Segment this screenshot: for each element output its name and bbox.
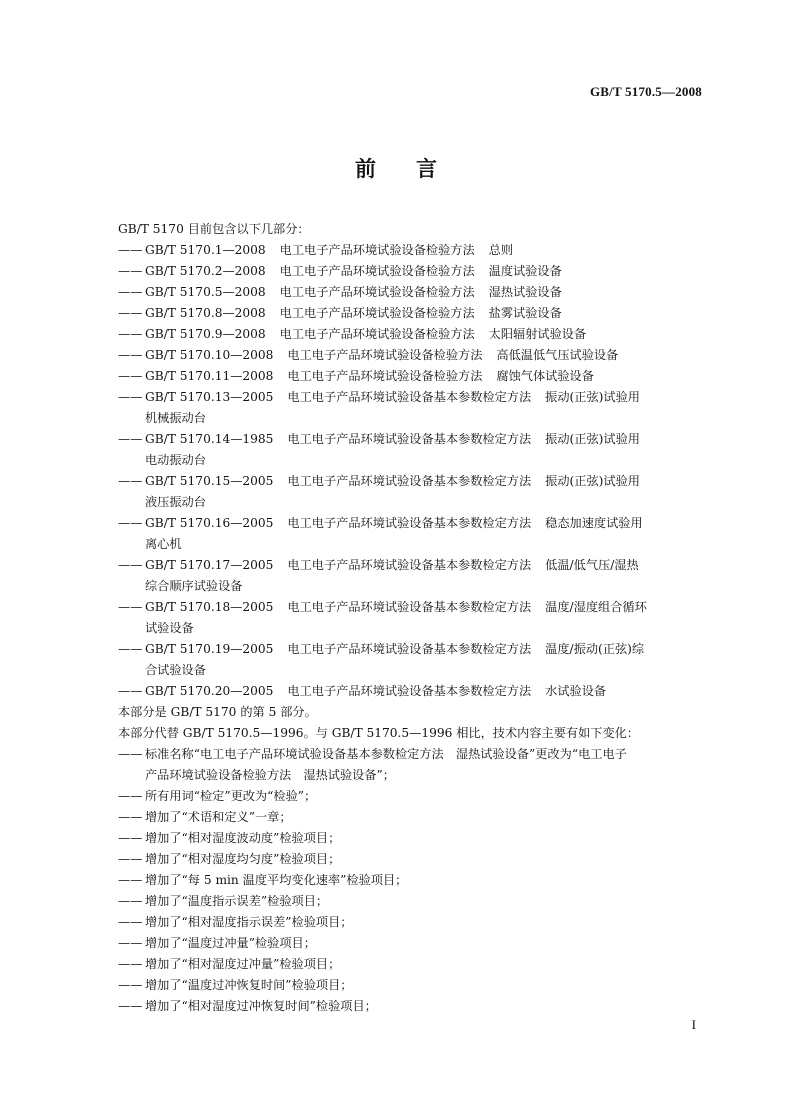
part-code: GB/T 5170.19—2005 — [145, 642, 274, 656]
dash-mark: —— — [118, 894, 143, 908]
change-item — [118, 891, 706, 912]
part-continuation: 合试验设备 — [145, 663, 206, 677]
change-text: 增加了“相对湿度指示误差”检验项目； — [145, 915, 353, 929]
part-subject: 稳态加速度试验用 — [545, 516, 643, 530]
parts-list — [118, 240, 706, 702]
part-subject: 总则 — [488, 243, 514, 257]
part-code: GB/T 5170.14—1985 — [145, 432, 274, 446]
part-item — [118, 429, 706, 450]
dash-mark: —— — [118, 264, 143, 278]
dash-mark: —— — [118, 978, 143, 992]
dash-mark: —— — [118, 369, 143, 383]
changes-list — [118, 744, 706, 1017]
change-text: 增加了“术语和定义”一章； — [145, 810, 292, 824]
change-text: 增加了“相对湿度过冲恢复时间”检验项目； — [145, 999, 377, 1013]
part-name: 电工电子产品环境试验设备检验方法 — [279, 327, 475, 341]
dash-mark: —— — [118, 810, 143, 824]
part-item — [118, 555, 706, 576]
part-code: GB/T 5170.17—2005 — [145, 558, 274, 572]
part-subject: 高低温低气压试验设备 — [496, 348, 619, 362]
part-item — [118, 513, 706, 534]
dash-mark: —— — [118, 243, 143, 257]
part-item — [118, 240, 706, 261]
dash-mark: —— — [118, 936, 143, 950]
change-item — [118, 912, 706, 933]
part-item — [118, 303, 706, 324]
change-text: 标准名称“电工电子产品环境试验设备基本参数检定方法 湿热试验设备”更改为“电工电子 — [145, 747, 627, 761]
part-subject: 温度/振动(正弦)综 — [545, 642, 645, 656]
part-item — [118, 681, 706, 702]
change-text: 增加了“温度指示误差”检验项目； — [145, 894, 329, 908]
dash-mark: —— — [118, 642, 143, 656]
change-item — [118, 849, 706, 870]
dash-mark: —— — [118, 306, 143, 320]
part-subject: 温度/湿度组合循环 — [545, 600, 647, 614]
part-name: 电工电子产品环境试验设备检验方法 — [279, 306, 475, 320]
change-item — [118, 975, 706, 996]
part-name: 电工电子产品环境试验设备检验方法 — [279, 243, 475, 257]
part-code: GB/T 5170.1—2008 — [145, 243, 266, 257]
intro-paragraph: GB/T 5170 目前包含以下几部分： — [118, 222, 310, 236]
dash-mark: —— — [118, 474, 143, 488]
part-continuation: 综合顺序试验设备 — [145, 579, 243, 593]
change-item — [118, 870, 706, 891]
change-item — [118, 954, 706, 975]
dash-mark: —— — [118, 957, 143, 971]
change-item — [118, 828, 706, 849]
dash-mark: —— — [118, 789, 143, 803]
part-code: GB/T 5170.10—2008 — [145, 348, 274, 362]
dash-mark: —— — [118, 747, 143, 761]
part-code: GB/T 5170.15—2005 — [145, 474, 274, 488]
dash-mark: —— — [118, 285, 143, 299]
part-subject: 振动(正弦)试验用 — [545, 474, 640, 488]
change-text: 增加了“温度过冲量”检验项目； — [145, 936, 316, 950]
part-subject: 振动(正弦)试验用 — [545, 390, 640, 404]
change-item — [118, 933, 706, 954]
part-code: GB/T 5170.13—2005 — [145, 390, 274, 404]
part-item — [118, 282, 706, 303]
part-item — [118, 324, 706, 345]
dash-mark: —— — [118, 390, 143, 404]
change-item — [118, 786, 706, 807]
part-name: 电工电子产品环境试验设备基本参数检定方法 — [287, 474, 532, 488]
part-continuation: 试验设备 — [145, 621, 194, 635]
part-name: 电工电子产品环境试验设备检验方法 — [279, 264, 475, 278]
part-name: 电工电子产品环境试验设备基本参数检定方法 — [287, 642, 532, 656]
part-continuation: 离心机 — [145, 537, 182, 551]
part-code: GB/T 5170.11—2008 — [145, 369, 274, 383]
dash-mark: —— — [118, 432, 143, 446]
dash-mark: —— — [118, 348, 143, 362]
part-subject: 湿热试验设备 — [488, 285, 562, 299]
part-code: GB/T 5170.18—2005 — [145, 600, 274, 614]
page-number: I — [691, 1017, 696, 1032]
part-name: 电工电子产品环境试验设备检验方法 — [279, 285, 475, 299]
dash-mark: —— — [118, 831, 143, 845]
change-item — [118, 744, 706, 765]
part-name: 电工电子产品环境试验设备检验方法 — [287, 369, 483, 383]
part-name: 电工电子产品环境试验设备基本参数检定方法 — [287, 684, 532, 698]
statement-part: 本部分是 GB/T 5170 的第 5 部分。 — [118, 705, 317, 719]
part-subject: 盐雾试验设备 — [488, 306, 562, 320]
dash-mark: —— — [118, 999, 143, 1013]
part-item — [118, 471, 706, 492]
part-continuation: 电动振动台 — [145, 453, 206, 467]
change-text: 增加了“相对湿度均匀度”检验项目； — [145, 852, 341, 866]
part-code: GB/T 5170.8—2008 — [145, 306, 266, 320]
change-text: 增加了“相对湿度波动度”检验项目； — [145, 831, 341, 845]
dash-mark: —— — [118, 558, 143, 572]
dash-mark: —— — [118, 684, 143, 698]
change-item — [118, 996, 706, 1017]
part-name: 电工电子产品环境试验设备检验方法 — [287, 348, 483, 362]
dash-mark: —— — [118, 873, 143, 887]
part-name: 电工电子产品环境试验设备基本参数检定方法 — [287, 432, 532, 446]
part-subject: 腐蚀气体试验设备 — [496, 369, 594, 383]
standard-code-header: GB/T 5170.5—2008 — [589, 84, 702, 99]
part-subject: 水试验设备 — [545, 684, 607, 698]
document-body — [118, 219, 706, 1017]
change-text: 增加了“温度过冲恢复时间”检验项目； — [145, 978, 353, 992]
part-item — [118, 261, 706, 282]
statement-replace: 本部分代替 GB/T 5170.5—1996。与 GB/T 5170.5—1996 相比，技术内容主要有如下变化： — [118, 726, 640, 740]
part-subject: 太阳辐射试验设备 — [488, 327, 587, 341]
dash-mark: —— — [118, 852, 143, 866]
part-subject: 低温/低气压/湿热 — [545, 558, 639, 572]
dash-mark: —— — [118, 516, 143, 530]
part-code: GB/T 5170.2—2008 — [145, 264, 266, 278]
dash-mark: —— — [118, 327, 143, 341]
change-continuation: 产品环境试验设备检验方法 湿热试验设备”； — [145, 768, 395, 782]
part-name: 电工电子产品环境试验设备基本参数检定方法 — [287, 390, 532, 404]
part-subject: 温度试验设备 — [488, 264, 562, 278]
part-item — [118, 366, 706, 387]
part-name: 电工电子产品环境试验设备基本参数检定方法 — [287, 516, 532, 530]
part-code: GB/T 5170.20—2005 — [145, 684, 274, 698]
part-continuation: 机械振动台 — [145, 411, 206, 425]
part-subject: 振动(正弦)试验用 — [545, 432, 640, 446]
part-item — [118, 639, 706, 660]
part-item — [118, 387, 706, 408]
part-continuation: 液压振动台 — [145, 495, 206, 509]
dash-mark: —— — [118, 915, 143, 929]
part-name: 电工电子产品环境试验设备基本参数检定方法 — [287, 558, 532, 572]
part-item — [118, 345, 706, 366]
part-name: 电工电子产品环境试验设备基本参数检定方法 — [287, 600, 532, 614]
change-text: 增加了“每 5 min 温度平均变化速率”检验项目； — [145, 873, 408, 887]
part-item — [118, 597, 706, 618]
part-code: GB/T 5170.5—2008 — [145, 285, 266, 299]
dash-mark: —— — [118, 600, 143, 614]
part-code: GB/T 5170.9—2008 — [145, 327, 266, 341]
change-text: 增加了“相对湿度过冲量”检验项目； — [145, 957, 341, 971]
change-text: 所有用词“检定”更改为“检验”； — [145, 789, 317, 803]
part-code: GB/T 5170.16—2005 — [145, 516, 274, 530]
change-item — [118, 807, 706, 828]
page-title: 前言 — [355, 156, 477, 181]
